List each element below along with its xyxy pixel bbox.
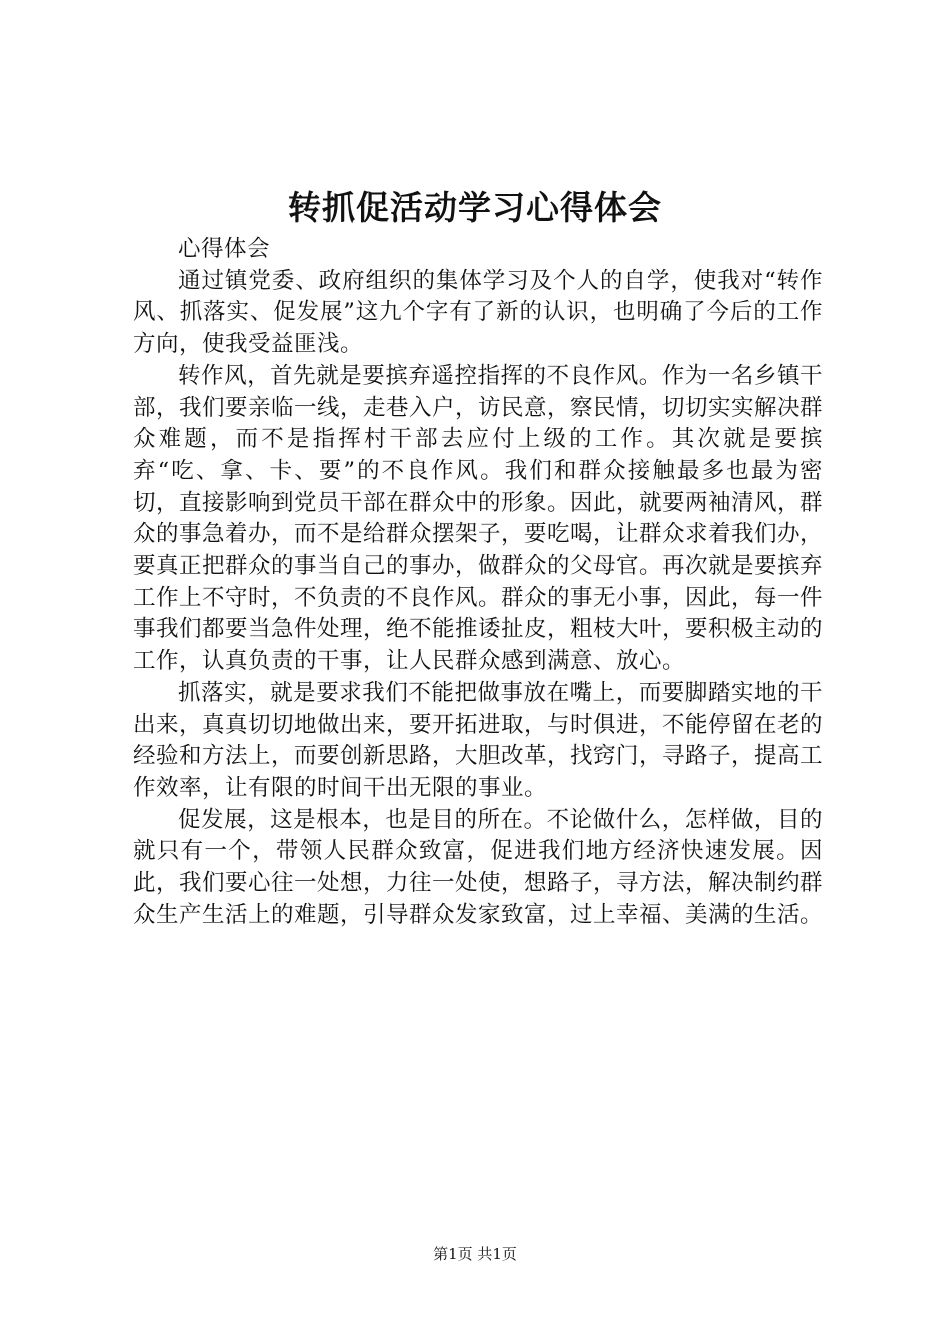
paragraph-zhuan-zuofeng: 转作风，首先就是要摈弃遥控指挥的不良作风。作为一名乡镇干部，我们要亲临一线，走巷入户，访民意，察民情，切切实实解决群众难题，而不是指挥村干部去应付上级的工作。其次就是要摈弃“吃、拿、卡、要”的不良作风。我们和群众接触最多也最为密切，直接影响到党员干部在群众中的形象。因此，就要两袖清风，群众的事急着办，而不是给群众摆架子，要吃喝，让群众求着我们办，要真正把群众的事当自己的事办，做群众的父母官。再次就是要摈弃工作上不守时，不负责的不良作风。群众的事无小事，因此，每一件事我们都要当急件处理，绝不能推诿扯皮，粗枝大叶，要积极主动的工作，认真负责的干事，让人民群众感到满意、放心。: [133, 362, 824, 675]
paragraph-zhua-luoshi: 抓落实，就是要求我们不能把做事放在嘴上，而要脚踏实地的干出来，真真切切地做出来，要开拓进取，与时俱进，不能停留在老的经验和方法上，而要创新思路，大胆改革，找窍门，寻路子，提高工作效率，让有限的时间干出无限的事业。: [133, 679, 824, 801]
paragraph-heading: 心得体会: [178, 236, 271, 262]
page-footer: 第1页 共1页: [433, 1245, 517, 1263]
document-title: 转抓促活动学习心得体会: [288, 188, 662, 227]
paragraph-intro: 通过镇党委、政府组织的集体学习及个人的自学，使我对“转作风、抓落实、促发展”这九个字有了新的认识，也明确了今后的工作方向，使我受益匪浅。: [133, 267, 823, 358]
document-body: [133, 234, 823, 931]
paragraph-cu-fazhan: 促发展，这是根本，也是目的所在。不论做什么，怎样做，目的就只有一个，带领人民群众致富，促进我们地方经济快速发展。因此，我们要心往一处想，力往一处使，想路子，寻方法，解决制约群众生产生活上的难题，引导群众发家致富，过上幸福、美满的生活。: [133, 806, 824, 928]
